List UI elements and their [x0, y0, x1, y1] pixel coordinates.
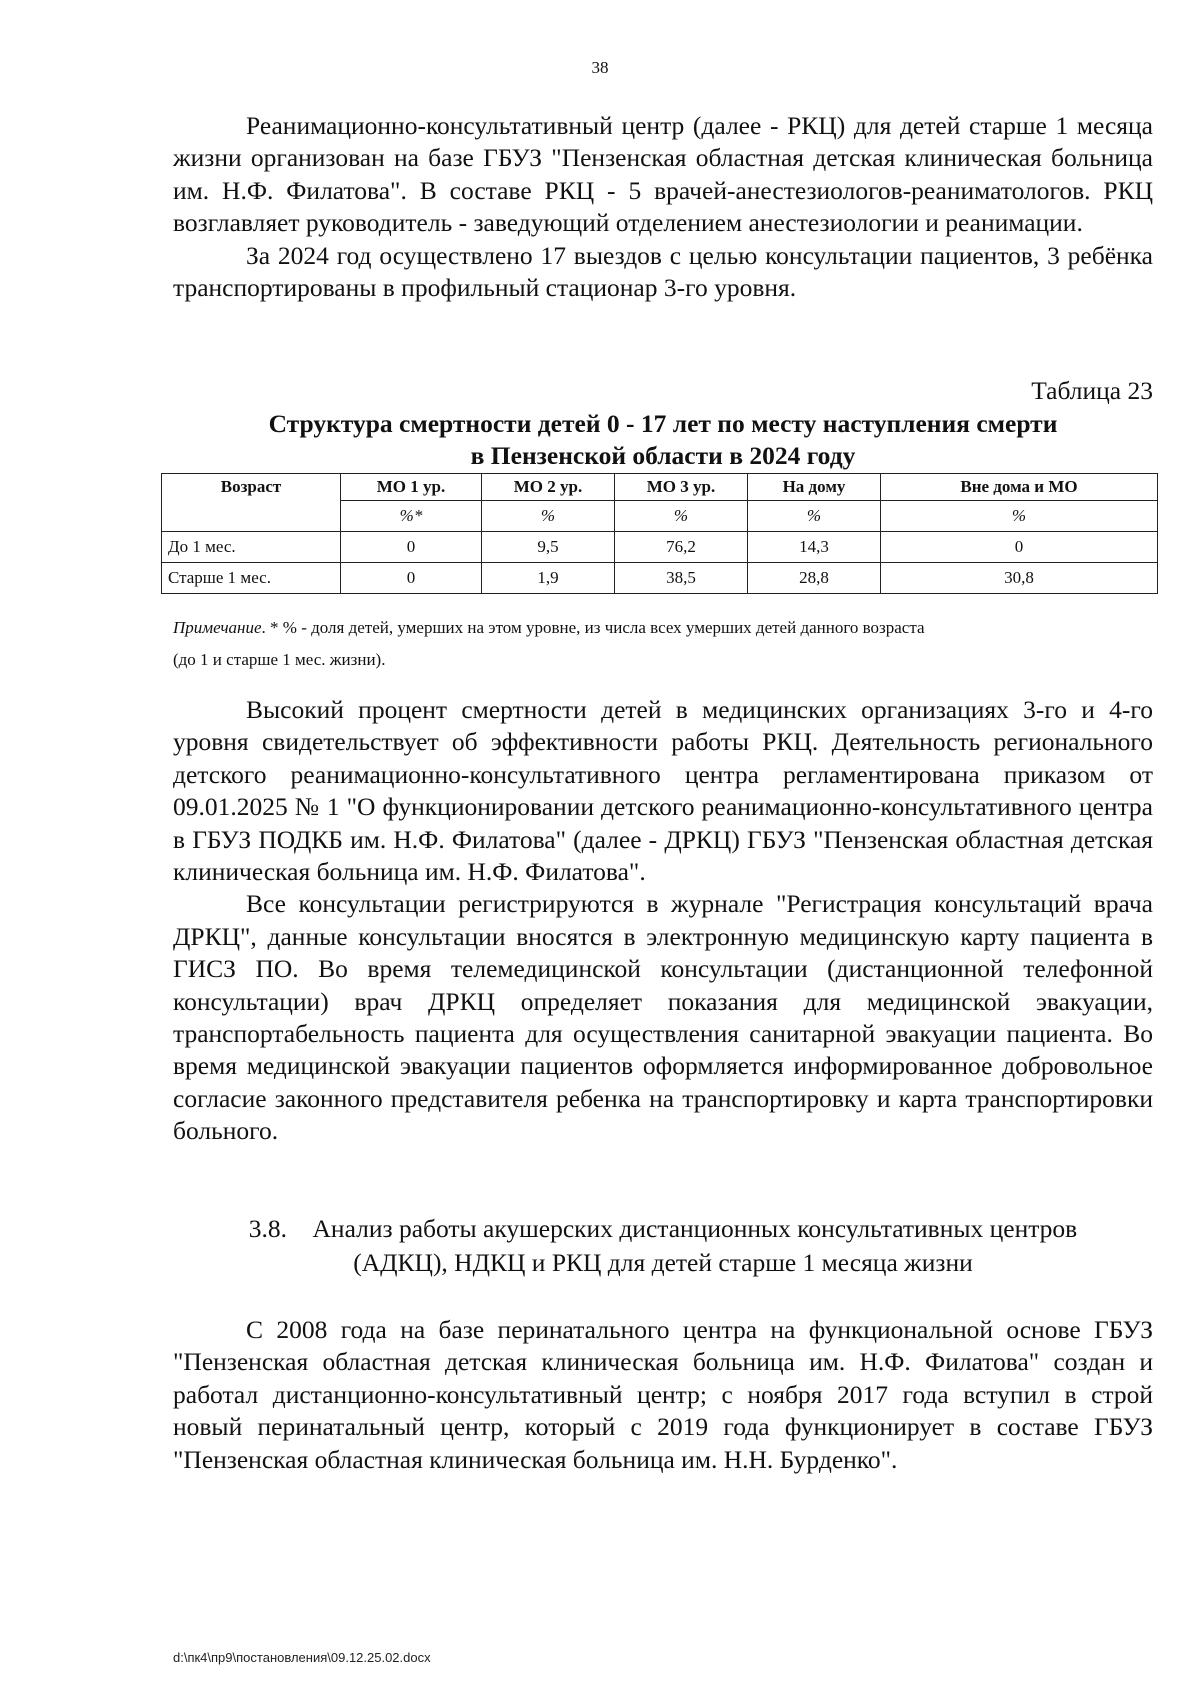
column-header: МО 3 ур.: [615, 474, 748, 501]
row-label: Старше 1 мес.: [162, 563, 341, 594]
table-row: [162, 532, 1158, 563]
body-section: [173, 694, 1153, 1148]
section-number: 3.8.: [248, 1214, 288, 1243]
unit-cell: %*: [341, 501, 482, 532]
table-title: [173, 408, 1153, 472]
table-label: Таблица 23: [1031, 376, 1153, 405]
table-cell: 28,8: [748, 563, 881, 594]
section-heading: [173, 1212, 1153, 1280]
body-paragraph-1: Высокий процент смертности детей в медицинских организациях 3-го и 4-го уровня свидетельствует об эффективности работы РКЦ. Деятельность регионального детского реанимационно-консультативного центра регламентирована приказом от 09.01.2025 № 1 "О функционировании детского реанимационно-консультативного центра в ГБУЗ ПОДКБ им. Н.Ф. Филатова" (далее - ДРКЦ) ГБУЗ "Пензенская областная детская клиническая больница им. Н.Ф. Филатова".: [173, 695, 1153, 887]
table-cell: 0: [881, 532, 1158, 563]
intro-paragraph-2: За 2024 год осуществлено 17 выездов с целью консультации пациентов, 3 ребёнка транспортированы в профильный стационар 3-го уровня.: [173, 240, 1153, 303]
intro-section: [173, 110, 1153, 304]
table-cell: 38,5: [615, 563, 748, 594]
table-cell: 0: [341, 563, 482, 594]
closing-section: [173, 1314, 1153, 1476]
table-cell: 1,9: [482, 563, 615, 594]
unit-cell: %: [615, 501, 748, 532]
row-label: До 1 мес.: [162, 532, 341, 563]
table-title-line-2: в Пензенской области в 2024 году: [470, 441, 856, 470]
table-cell: 30,8: [881, 563, 1158, 594]
table-note-line-1: [173, 612, 1133, 644]
table-title-line-1: Структура смертности детей 0 - 17 лет по месту наступления смерти: [268, 409, 1058, 438]
unit-cell: %: [881, 501, 1158, 532]
column-header: МО 1 ур.: [341, 474, 482, 501]
note-text: . * % - доля детей, умерших на этом уровне, из числа всех умерших детей данного возраста: [261, 618, 925, 637]
table-note-line-2: (до 1 и старше 1 мес. жизни).: [173, 650, 386, 669]
mortality-table: [161, 473, 1158, 594]
note-label: Примечание: [173, 618, 262, 637]
closing-paragraph: С 2008 года на базе перинатального центра на функциональной основе ГБУЗ "Пензенская областная детская клиническая больница им. Н.Ф. Филатова" создан и работал дистанционно-консультативный центр; с ноября 2017 года вступил в строй новый перинатальный центр, который с 2019 года функционирует в составе ГБУЗ "Пензенская областная клиническая больница им. Н.Н. Бурденко".: [173, 1315, 1153, 1474]
table-note: [173, 612, 1133, 676]
table-cell: 14,3: [748, 532, 881, 563]
table-header-row: [162, 474, 1158, 501]
body-paragraph-2: Все консультации регистрируются в журнале "Регистрация консультаций врача ДРКЦ", данные консультации вносятся в электронную медицинскую карту пациента в ГИСЗ ПО. Во время телемедицинской консультации (дистанционной телефонной консультации) врач ДРКЦ определяет показания для медицинской эвакуации, транспортабельность пациента для осуществления санитарной эвакуации пациента. Во время медицинской эвакуации пациентов оформляется информированное добровольное согласие законного представителя ребенка на транспортировку и карта транспортировки больного.: [173, 889, 1153, 1146]
table-cell: 76,2: [615, 532, 748, 563]
unit-cell: %: [748, 501, 881, 532]
table-row: [162, 563, 1158, 594]
page-number: 38: [591, 58, 609, 77]
column-header: МО 2 ур.: [482, 474, 615, 501]
table-cell: 0: [341, 532, 482, 563]
column-header: На дому: [748, 474, 881, 501]
table-cell: 9,5: [482, 532, 615, 563]
section-title-line-1: Анализ работы акушерских дистанционных консультативных центров: [312, 1214, 1078, 1243]
intro-paragraph-1: Реанимационно-консультативный центр (далее - РКЦ) для детей старше 1 месяца жизни организован на базе ГБУЗ "Пензенская областная детская клиническая больница им. Н.Ф. Филатова". В составе РКЦ - 5 врачей-анестезиологов-реаниматологов. РКЦ возглавляет руководитель - заведующий отделением анестезиологии и реанимации.: [173, 111, 1153, 238]
column-header: Вне дома и МО: [881, 474, 1158, 501]
unit-cell: %: [482, 501, 615, 532]
age-column-header: Возраст: [162, 474, 341, 532]
section-title-line-2: (АДКЦ), НДКЦ и РКЦ для детей старше 1 месяца жизни: [353, 1248, 973, 1277]
section-heading-line-1: [173, 1212, 1153, 1246]
footer-file-path: d:\пк4\пр9\постановления\09.12.25.02.docx: [173, 1650, 431, 1665]
